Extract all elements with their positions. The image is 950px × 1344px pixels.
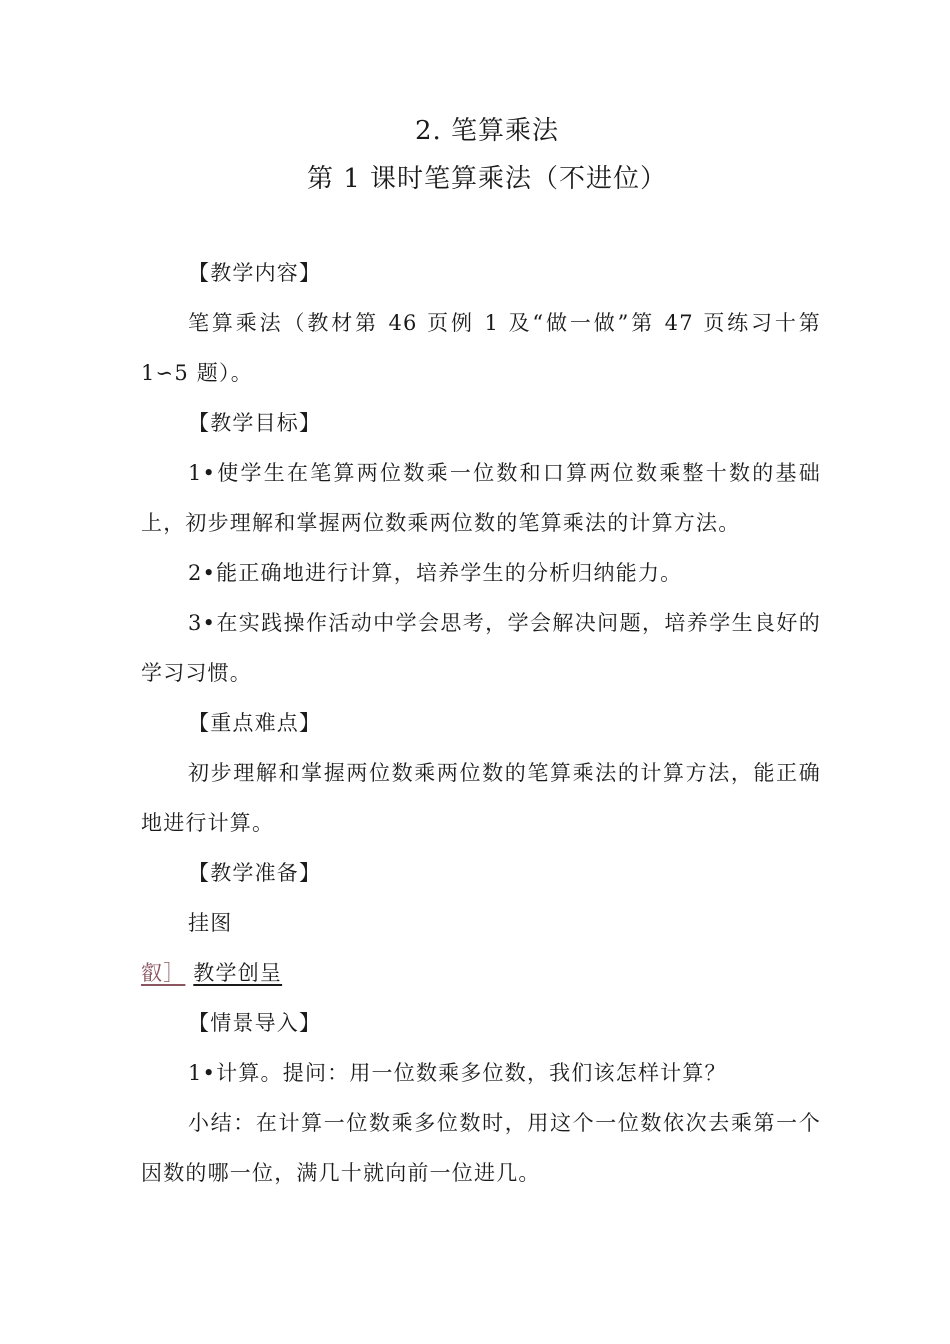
paragraph-intro-1: 1•计算。提问：用一位数乘多位数，我们该怎样计算？ <box>188 1061 727 1085</box>
paragraph-goal-2: 2•能正确地进行计算，培养学生的分析归纳能力。 <box>188 561 683 585</box>
document-body <box>141 248 821 1198</box>
paragraph-keypoints: 初步理解和掌握两位数乘两位数的笔算乘法的计算方法，能正确地进行计算。 <box>141 761 821 835</box>
paragraph-content: 笔算乘法（教材第 46 页例 1 及“做一做”第 47 页练习十第 1∽5 题）。 <box>141 311 821 385</box>
paragraph-summary: 小结：在计算一位数乘多位数时，用这个一位数依次去乘第一个因数的哪一位，满几十就向前一位进几。 <box>141 1111 821 1185</box>
document-subtitle: 第 1 课时笔算乘法（不进位） <box>306 164 668 194</box>
document-title: 2. 笔算乘法 <box>414 116 560 146</box>
paragraph-goal-1: 1•使学生在笔算两位数乘一位数和口算两位数乘整十数的基础上，初步理解和掌握两位数乘两位数的笔算乘法的计算方法。 <box>141 461 821 535</box>
paragraph-preparation: 挂图 <box>188 911 233 935</box>
section-heading-keypoints: 【重点难点】 <box>188 711 322 735</box>
section-heading-preparation: 【教学准备】 <box>188 861 322 885</box>
section-heading-intro: 【情景导入】 <box>188 1011 322 1035</box>
paragraph-goal-3: 3•在实践操作活动中学会思考，学会解决问题，培养学生良好的学习习惯。 <box>141 611 821 685</box>
section-label: 教学创呈 <box>193 961 283 985</box>
section-mark: 叡］ <box>141 961 186 985</box>
section-heading-goals: 【教学目标】 <box>188 411 322 435</box>
section-heading-content: 【教学内容】 <box>188 261 322 285</box>
section-heading-teaching-process <box>141 948 821 998</box>
